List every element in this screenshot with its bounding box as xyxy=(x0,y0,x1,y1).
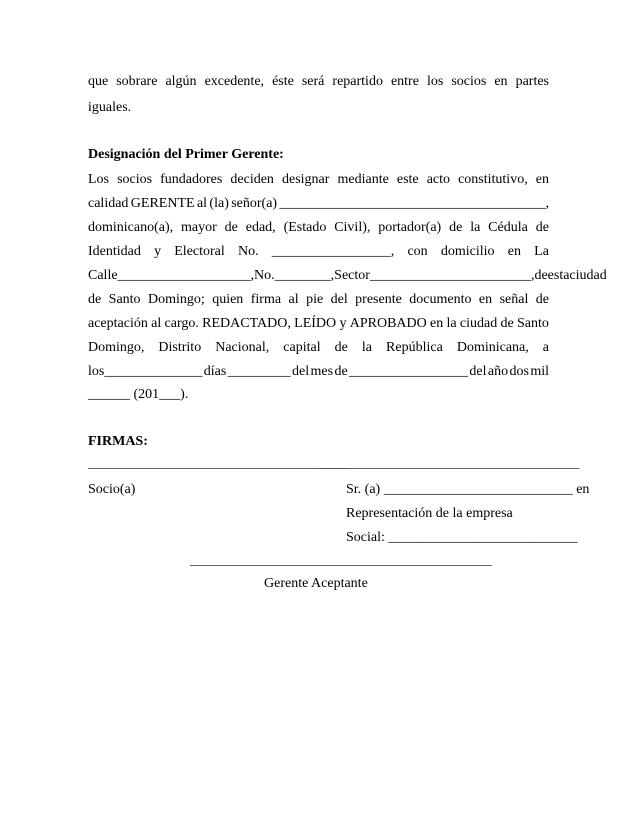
word: socios xyxy=(117,172,153,187)
word: _________________ xyxy=(349,364,469,379)
word: mediante xyxy=(337,172,389,187)
word: constitutivo, xyxy=(458,172,528,187)
word: en xyxy=(535,172,549,187)
word: repartido xyxy=(332,74,383,89)
paragraph-line xyxy=(88,340,549,356)
word: del xyxy=(469,364,487,379)
paragraph-line xyxy=(88,268,607,284)
word: documento xyxy=(409,292,472,307)
word: Cédula xyxy=(488,220,528,235)
word: Civil), xyxy=(334,220,371,235)
word: mil xyxy=(530,364,549,379)
word: al xyxy=(196,196,208,211)
word: calidad xyxy=(88,196,129,211)
word: de xyxy=(334,340,348,355)
word: excedente, xyxy=(204,74,265,89)
paragraph-line xyxy=(88,220,549,236)
word: presente xyxy=(355,292,402,307)
word: de xyxy=(534,268,548,283)
word: de xyxy=(535,292,549,307)
word: éste xyxy=(272,74,294,89)
word: y xyxy=(339,316,347,331)
word: No. xyxy=(237,244,259,259)
word: a xyxy=(542,340,549,355)
word: en xyxy=(494,74,508,89)
word: Santo xyxy=(108,292,141,307)
signature-line-gerente: ____________________________________________________ xyxy=(190,553,492,567)
word: _________ xyxy=(227,364,291,379)
word: REDACTADO, xyxy=(202,316,291,331)
word: (Estado xyxy=(283,220,327,235)
word: No.________, xyxy=(254,268,335,283)
company-representation-label: Representación de la empresa xyxy=(346,506,513,521)
word: quien xyxy=(212,292,244,307)
paragraph-line xyxy=(88,244,549,260)
word: señor(a) xyxy=(231,196,278,211)
paragraph-line xyxy=(88,74,549,90)
paragraph-line: ______ (201___). xyxy=(88,387,189,402)
word: cargo. xyxy=(164,316,199,331)
word: deciden xyxy=(230,172,274,187)
word: Santo xyxy=(517,316,549,331)
word: año xyxy=(487,364,509,379)
word: Calle___________________, xyxy=(88,268,255,283)
word: en xyxy=(430,316,444,331)
word: ______________________________________, xyxy=(279,196,549,211)
word: La xyxy=(534,244,549,259)
paragraph-line xyxy=(88,316,549,332)
word: los xyxy=(426,74,444,89)
word: Los xyxy=(88,172,109,187)
word: GERENTE xyxy=(130,196,195,211)
word: dominicano(a), xyxy=(88,220,174,235)
word: del xyxy=(330,292,348,307)
word: mes xyxy=(310,364,334,379)
paragraph-line xyxy=(88,172,549,188)
paragraph-line xyxy=(88,196,549,212)
word: Domingo, xyxy=(88,340,145,355)
word: señal xyxy=(499,292,529,307)
word: con xyxy=(407,244,428,259)
word: aceptación xyxy=(88,316,148,331)
word: esta xyxy=(547,268,570,283)
word: la xyxy=(470,220,481,235)
word: Sector_______________________, xyxy=(334,268,535,283)
word: portador(a) xyxy=(378,220,442,235)
word: de xyxy=(334,364,348,379)
word: acto xyxy=(426,172,451,187)
word: Domingo; xyxy=(147,292,205,307)
word: de xyxy=(535,220,549,235)
word: algún xyxy=(165,74,197,89)
word: entre xyxy=(390,74,419,89)
word: en xyxy=(507,244,521,259)
gerente-label: Gerente Aceptante xyxy=(264,576,368,591)
word: Distrito xyxy=(158,340,202,355)
word: _________________, xyxy=(271,244,395,259)
word: Electoral xyxy=(174,244,225,259)
section-heading: Designación del Primer Gerente: xyxy=(88,147,284,162)
word: APROBADO xyxy=(349,316,427,331)
word: al xyxy=(151,316,162,331)
word: la xyxy=(361,340,372,355)
signature-line-representante: _____________________________________________ xyxy=(318,456,580,470)
word: partes xyxy=(515,74,549,89)
paragraph-line xyxy=(88,364,549,380)
company-name-line: Social: ___________________________ xyxy=(346,530,578,545)
word: firma xyxy=(250,292,282,307)
word: dos xyxy=(509,364,529,379)
word: capital xyxy=(283,340,321,355)
word: ciudad xyxy=(459,316,498,331)
word: domicilio xyxy=(440,244,495,259)
signature-line-socio: _____________________________________________ xyxy=(88,456,350,470)
word: y xyxy=(154,244,162,259)
word: de xyxy=(449,220,463,235)
word: pie xyxy=(306,292,324,307)
word: de xyxy=(224,220,238,235)
word: designar xyxy=(281,172,330,187)
word: la xyxy=(446,316,457,331)
word: Nacional, xyxy=(215,340,270,355)
word: fundadores xyxy=(160,172,223,187)
word: de xyxy=(500,316,514,331)
socio-label: Socio(a) xyxy=(88,482,136,497)
word: al xyxy=(288,292,299,307)
word: días xyxy=(203,364,227,379)
signatures-heading: FIRMAS: xyxy=(88,434,148,449)
word: que xyxy=(88,74,109,89)
word: será xyxy=(301,74,325,89)
word: República xyxy=(386,340,443,355)
word: ciudad xyxy=(569,268,607,283)
word: (la) xyxy=(209,196,229,211)
word: sobrare xyxy=(116,74,158,89)
word: en xyxy=(478,292,493,307)
word: del xyxy=(292,364,310,379)
word: Identidad xyxy=(88,244,141,259)
paragraph-line: iguales. xyxy=(88,100,132,115)
word: los______________ xyxy=(88,364,203,379)
word: mayor xyxy=(181,220,217,235)
word: LEÍDO xyxy=(294,316,337,331)
word: este xyxy=(396,172,419,187)
representative-line: Sr. (a) ___________________________ en xyxy=(346,482,590,497)
paragraph-line xyxy=(88,292,549,308)
word: de xyxy=(88,292,102,307)
word: edad, xyxy=(245,220,276,235)
word: Dominicana, xyxy=(456,340,529,355)
word: socios xyxy=(451,74,487,89)
